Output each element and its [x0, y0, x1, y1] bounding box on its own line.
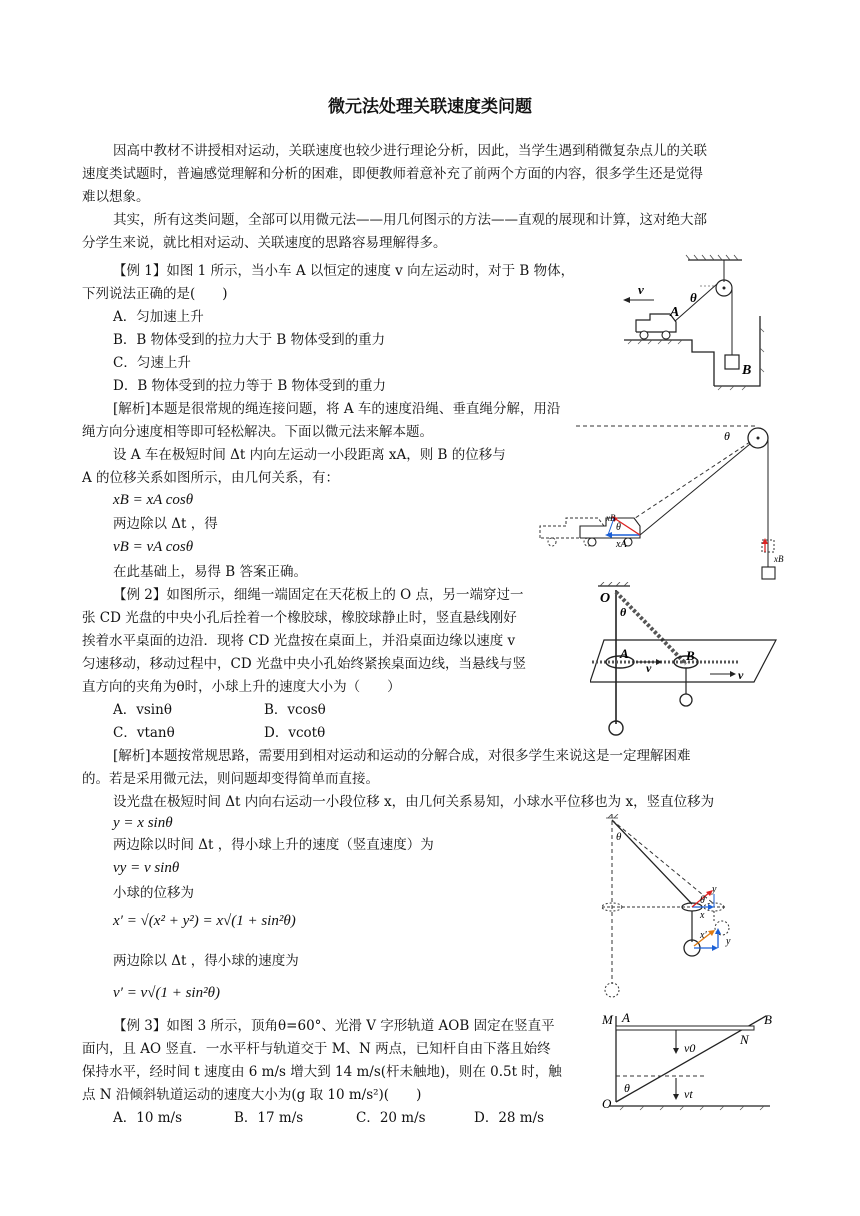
- example-1-conclusion: 在此基础上，易得 B 答案正确。: [113, 564, 308, 580]
- label-theta-top: θ: [724, 429, 730, 443]
- example-2-step: 设光盘在极短时间 Δt 内向右运动一小段位移 x，由几何关系易知，小球水平位移也为 x，竖直位移为: [113, 794, 715, 810]
- example-1-analysis: [解析]本题是很常规的绳连接问题，将 A 车的速度沿绳、垂直绳分解，用沿: [113, 401, 561, 417]
- label-b: B: [742, 363, 752, 378]
- example-2-equation: v′ = v√(1 + sin²θ): [113, 985, 220, 1001]
- page-title: 微元法处理关联速度类问题: [328, 97, 532, 117]
- example-1-question: 下列说法正确的是( ): [82, 286, 228, 302]
- label-v0: v0: [684, 1041, 696, 1055]
- label-a: A: [622, 1010, 630, 1025]
- label-theta: θ: [620, 605, 627, 619]
- label-n: N: [740, 1032, 749, 1047]
- example-3-question: 面内，且 AO 竖直．一水平杆与轨道交于 M、N 两点，已知杆自由下落且始终: [82, 1041, 551, 1057]
- intro-line: 难以想象。: [82, 189, 150, 205]
- label-theta: θ: [690, 290, 697, 305]
- example-3-question: 点 N 沿倾斜轨道运动的速度大小为(g 取 10 m/s²)( ): [82, 1087, 422, 1103]
- example-2-question: 张 CD 光盘的中央小孔后拴着一个橡胶球，橡胶球静止时，竖直悬线刚好: [82, 610, 517, 626]
- example-1-equation: vB = vA cosθ: [113, 539, 194, 555]
- label-a: A: [670, 305, 680, 320]
- example-2-step: 两边除以 Δt ，得小球的速度为: [113, 953, 299, 969]
- label-o: O: [602, 1096, 612, 1111]
- example-3-option-c: C．20 m/s: [356, 1110, 426, 1126]
- intro-line: 速度类试题时，普遍感觉理解和分析的困难，即便教师着意补充了前两个方面的内容，很多学生还是觉得: [82, 166, 703, 182]
- label-x1: x: [700, 910, 705, 921]
- example-1-step: 两边除以 Δt ，得: [113, 516, 218, 532]
- label-xb: xB: [606, 513, 616, 523]
- example-1-option-b: B．B 物体受到的拉力大于 B 物体受到的重力: [113, 332, 386, 348]
- figure-1-cart-pulley: [620, 252, 770, 394]
- example-2-question: 挨着水平桌面的边沿．现将 CD 光盘按在桌面上，并沿桌面边缘以速度 v: [82, 633, 516, 649]
- example-2-equation: x′ = √(x² + y²) = x√(1 + sin²θ): [113, 913, 296, 929]
- label-y1: y: [712, 884, 717, 895]
- label-x-prime: x': [700, 930, 707, 941]
- example-2-equation: vy = v sinθ: [113, 860, 180, 876]
- example-1-analysis: 绳方向分速度相等即可轻松解决。下面以微元法来解本题。: [82, 424, 433, 440]
- label-xb-box: xB: [774, 554, 784, 564]
- label-theta-top: θ: [616, 831, 622, 843]
- figure-4-displacement-diagram: [596, 814, 746, 1000]
- intro-line: 因高中教材不讲授相对运动，关联速度也较少进行理论分析，因此，当学生遇到稍微复杂点儿的关联: [113, 143, 707, 159]
- label-v1: v: [646, 661, 652, 675]
- example-3-question: 【例 3】如图 3 所示，顶角θ=60°、光滑 V 字形轨道 AOB 固定在竖直平: [113, 1018, 555, 1034]
- example-1-question: 【例 1】如图 1 所示，当小车 A 以恒定的速度 v 向左运动时，对于 B 物体，: [113, 263, 575, 279]
- label-xa: xA: [616, 539, 627, 550]
- label-theta: θ: [624, 1081, 630, 1095]
- example-2-option-b: B．vcosθ: [264, 702, 326, 718]
- label-b: B: [764, 1012, 772, 1027]
- label-vt: vt: [684, 1087, 693, 1101]
- example-1-step: 设 A 车在极短时间 Δt 内向左运动一小段距离 xA，则 B 的位移与: [113, 447, 506, 463]
- label-theta-small: θ: [700, 895, 705, 906]
- label-v: v: [638, 282, 644, 297]
- intro-line: 其实，所有这类问题，全部可以用微元法——用几何图示的方法——直观的展现和计算，这对绝大部: [113, 212, 707, 228]
- example-2-analysis: 的。若是采用微元法，则问题却变得简单而直接。: [82, 771, 379, 787]
- example-3-option-a: A．10 m/s: [113, 1110, 182, 1126]
- example-2-equation: y = x sinθ: [113, 815, 173, 831]
- example-2-step: 两边除以时间 Δt ，得小球上升的速度（竖直速度）为: [113, 837, 434, 853]
- example-3-question: 保持水平，经时间 t 速度由 6 m/s 增大到 14 m/s(杆未触地)，则在 0.5t 时，触: [82, 1064, 562, 1080]
- example-3-option-d: D．28 m/s: [474, 1110, 545, 1126]
- label-o: O: [600, 591, 611, 606]
- intro-line: 分学生来说，就比相对运动、关联速度的思路容易理解得多。: [82, 235, 447, 251]
- figure-3-cd-table: [590, 582, 780, 738]
- example-1-option-d: D．B 物体受到的拉力等于 B 物体受到的重力: [113, 378, 387, 394]
- label-a: A: [620, 646, 629, 661]
- example-2-step: 小球的位移为: [113, 885, 194, 901]
- example-1-step: A 的位移关系如图所示，由几何关系，有：: [82, 470, 340, 486]
- example-2-question: 【例 2】如图所示，细绳一端固定在天花板上的 O 点，另一端穿过一: [113, 587, 524, 603]
- example-2-question: 直方向的夹角为θ时，小球上升的速度大小为（ ）: [82, 679, 401, 695]
- example-2-analysis: [解析]本题按常规思路，需要用到相对运动和运动的分解合成，对很多学生来说这是一定理解困难: [113, 748, 691, 764]
- label-m: M: [602, 1012, 613, 1027]
- example-1-option-a: A．匀加速上升: [113, 309, 204, 325]
- figure-2-displacement-diagram: [536, 422, 786, 582]
- example-2-question: 匀速移动，移动过程中，CD 光盘中央小孔始终紧挨桌面边线，当悬线与竖: [82, 656, 526, 672]
- label-theta-small: θ: [616, 522, 621, 533]
- example-1-option-c: C．匀速上升: [113, 355, 191, 371]
- example-1-equation: xB = xA cosθ: [113, 492, 194, 508]
- figure-5-v-track: [600, 1006, 780, 1118]
- label-b: B: [686, 648, 695, 663]
- example-2-option-c: C．vtanθ: [113, 725, 175, 741]
- example-3-option-b: B．17 m/s: [234, 1110, 304, 1126]
- label-v2: v: [738, 668, 744, 682]
- example-2-option-a: A．vsinθ: [113, 702, 172, 718]
- label-y2: y: [726, 936, 731, 947]
- example-2-option-d: D．vcotθ: [264, 725, 326, 741]
